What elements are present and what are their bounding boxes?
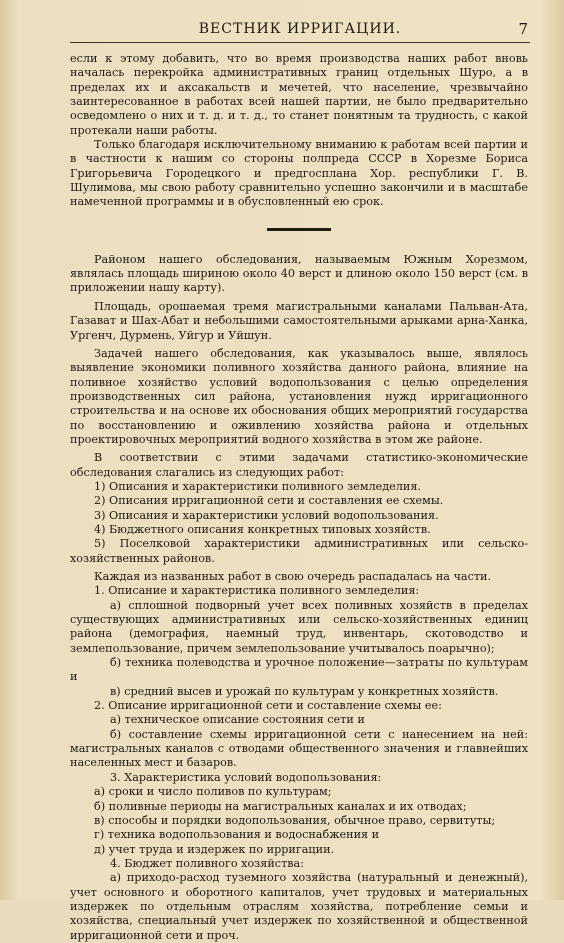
paragraph-region: Районом нашего обследования, называемым Южным Хорезмом, являлась площадь шириною около 40 верст и длиною около 150 верст (см. в приложении нашу карту).	[70, 252, 528, 295]
list-item: 3) Описания и характеристики условий водопользования.	[94, 508, 439, 522]
section-item: в) способы и порядки водопользования, обычное право, сервитуты;	[94, 813, 496, 827]
section-item: д) учет труда и издержек по ирригации.	[94, 842, 335, 856]
paragraph-area: Площадь, орошаемая тремя магистральными каналами Пальван-Ата, Газават и Шах-Абат и небольшими самостоятельными арыками арна-Ханка, Ургенч, Дурмень, Уйгур и Уйшун.	[70, 299, 528, 342]
section-item: б) поливные периоды на магистральных каналах и их отводах;	[94, 799, 467, 813]
section-item: г) техника водопользования и водоснабжения и	[94, 828, 380, 842]
section-item: а) сплошной подворный учет всех поливных хозяйств в пределах существующих административных или сельско-хозяйственных единиц района (демография, наемный труд, инвентарь, скотоводство и землепользование, причем землепользование учитывалось поарычно);	[70, 598, 528, 655]
list-item: 2) Описания ирригационной сети и составления ее схемы.	[94, 494, 444, 508]
list-item: 4) Бюджетного описания конкретных типовых хозяйств.	[94, 522, 431, 536]
section-title: 3. Характеристика условий водопользования:	[110, 770, 382, 784]
paragraph-works-intro: В соответствии с этими задачами статистико-экономические обследования слагались из следующих работ:	[70, 451, 528, 479]
list-item: 1) Описания и характеристики поливного земледелия.	[94, 479, 421, 493]
body-text	[70, 52, 528, 943]
journal-title: ВЕСТНИК ИРРИГАЦИИ.	[198, 21, 402, 37]
works-list	[70, 480, 528, 566]
section-item: в) средний высев и урожай по культурам у конкретных хозяйств.	[110, 684, 499, 698]
section-item: а) приходо-расход туземного хозяйства (натуральный и денежный), учет основного и оборотного капиталов, учет трудовых и материальных издержек по отдельным отраслям хозяйства, потребление семьи и хозяйства, специальный учет издержек по хозяйственной и общественной ирригационной сети и проч.	[70, 871, 528, 942]
paragraph-parts-intro: Каждая из названных работ в свою очередь распадалась на части.	[94, 570, 492, 583]
section-item: б) составление схемы ирригационной сети с нанесением на ней: магистральных каналов с отводами общественного значения и главнейших населенных мест и базаров.	[70, 727, 528, 770]
section-title: 4. Бюджет поливного хозяйства:	[110, 856, 304, 870]
list-item: 5) Поселковой характеристики административных или сельско-хозяйственных районов.	[70, 537, 528, 565]
paragraph-continuation: если к этому добавить, что во время производства наших работ вновь началась перекройка административных границ отдельных Шуро, а в пределах их и аксакальств и мечетей, что население, чрезвычайно заинтересованное в работах всей нашей партии, не было предварительно осведомлено о них и т. д. и т. д., то станет понятным та трудность, с какой протекали наши работы.	[70, 52, 528, 137]
section-item: а) техническое описание состояния сети и	[110, 713, 365, 727]
section-divider	[267, 228, 331, 231]
section-title: 1. Описание и характеристика поливного земледелия:	[94, 584, 420, 598]
paragraph-objective: Задачей нашего обследования, как указывалось выше, являлось выявление экономики поливного хозяйства данного района, влияние на поливное хозяйство условий водопользования с целью определения производственных сил района, установления нужд ирригационного строительства и на основе их обоснования общих мероприятий государства по восстановлению и оживлению хозяйства района и отдельных проектировочных мероприятий водного хозяйства в этом же районе.	[70, 346, 528, 446]
running-header	[70, 20, 530, 43]
page-number: 7	[518, 20, 528, 38]
section-item: а) сроки и число поливов по культурам;	[94, 785, 332, 799]
section-title: 2. Описание ирригационной сети и составление схемы ее:	[94, 699, 442, 713]
paragraph-acknowledgement: Только благодаря исключительному вниманию к работам всей партии и в частности к нашим со стороны полпреда СССР в Хорезме Бориса Григорьевича Городецкого и предгосплана Хор. республики Г. В. Шулимова, мы свою работу сравнительно успешно закончили и в масштабе намеченной программы и в обусловленный ею срок.	[70, 138, 528, 209]
section-item: б) техника полеводства и урочное положение—затраты по культурам и	[70, 656, 528, 684]
